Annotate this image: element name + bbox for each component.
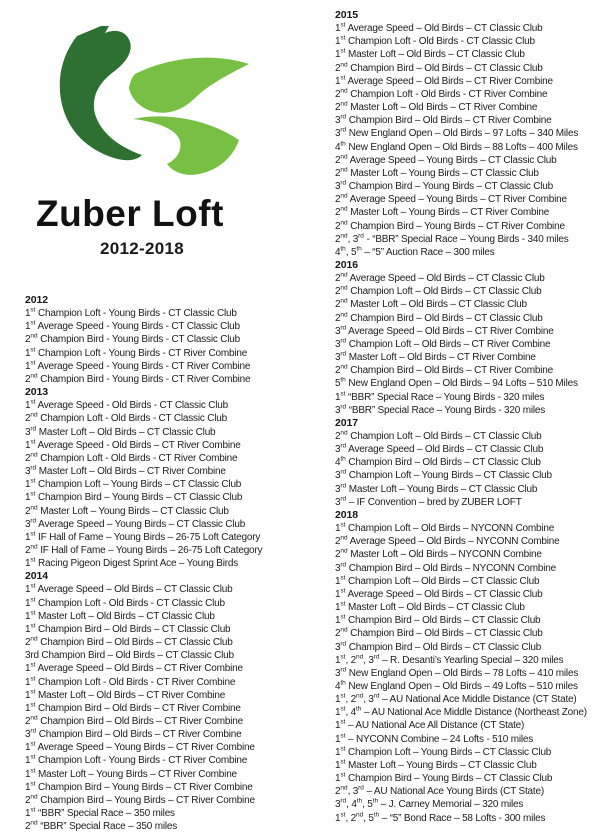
- award-entry: 2nd Master Loft – Old Birds – CT Classic Club: [335, 298, 527, 311]
- award-entry: 1st Master Loft – Young Birds – CT River Combine: [25, 767, 237, 780]
- bird-tail-shape: [133, 116, 239, 175]
- award-entry: 3rd Average Speed – Old Birds – CT Classic Club: [335, 442, 544, 456]
- award-entry: 3rd New England Open – Old Birds – 97 Lofts – 340 Miles: [335, 127, 579, 140]
- award-entry: 4th Champion Bird – Old Birds – CT Classic Club: [335, 455, 541, 469]
- award-entry: 1st – AU National Ace All Distance (CT State): [335, 719, 525, 732]
- award-entry: 2nd IF Hall of Fame – Young Birds – 26-75 Loft Category: [25, 543, 263, 556]
- award-entry: 1st, 2nd, 3rd – R. Desanti’s Yearling Special – 320 miles: [335, 653, 564, 666]
- year-heading-2012: 2012: [25, 294, 48, 306]
- award-entry: 3rd New England Open – Old Birds – 78 Lofts – 410 miles: [335, 666, 579, 679]
- award-entry: 3rd Champion Bird – Old Birds – CT Classic Club: [335, 640, 542, 653]
- award-entry: 1st Champion Loft - Old Birds - CT Classic Club: [335, 34, 535, 48]
- award-entry: 3rd Champion Bird – Young Birds – CT Classic Club: [335, 179, 553, 193]
- award-entry: 2nd Master Loft – Young Birds – CT Classic Club: [335, 166, 539, 179]
- award-entry: 2nd Champion Loft - Old Birds - CT Classic Club: [25, 412, 228, 425]
- award-entry: 1st IF Hall of Fame – Young Birds – 26-75 Loft Category: [25, 530, 261, 543]
- award-entry: 1st Average Speed – Old Birds – CT River Combine: [335, 74, 553, 87]
- award-entry: 2nd “BBR” Special Race – 350 miles: [25, 819, 178, 833]
- award-entry: 1st Racing Pigeon Digest Sprint Ace – Young Birds: [25, 556, 239, 570]
- award-entry: 3rd, 4th, 5th – J. Carney Memorial – 320 miles: [335, 798, 524, 811]
- award-entry: 1st Average Speed – Old Birds – CT Classic Club: [25, 583, 233, 596]
- award-entry: 3rd Master Loft – Young Birds – CT Classic Club: [335, 482, 538, 495]
- award-entry: 3rd Master Loft – Old Birds – CT River Combine: [25, 464, 226, 478]
- award-entry: 4th, 5th – “5” Auction Race – 300 miles: [335, 245, 495, 258]
- award-entry: 3rd Average Speed – Old Birds – CT River Combine: [335, 324, 554, 337]
- award-entry: 1st Average Speed – Young Birds – CT River Combine: [25, 740, 255, 754]
- award-entry: 1st Average Speed – Old Birds – CT Classic Club: [335, 21, 543, 35]
- award-entry: 1st Average Speed - Young Birds - CT River Combine: [25, 359, 251, 372]
- award-entry: 1st, 2nd, 3rd – AU National Ace Middle Distance (CT State): [335, 692, 577, 706]
- award-entry: 3rd – IF Convention – bred by ZUBER LOFT: [335, 495, 522, 508]
- award-entry: 1st Champion Loft – Young Birds – CT Classic Club: [25, 477, 242, 491]
- award-entry: 1st Champion Loft – Young Birds – CT Classic Club: [335, 745, 552, 758]
- award-entry: 2nd, 3rd - “BBR” Special Race – Young Birds - 340 miles: [335, 232, 569, 245]
- award-entry: 2nd, 3rd – AU National Ace Young Birds (CT State): [335, 784, 544, 798]
- award-entry: 1st Master Loft – Old Birds – CT Classic Club: [25, 609, 215, 622]
- awards-column-right: [335, 9, 598, 825]
- award-entry: 1st “BBR” Special Race – Young Birds - 320 miles: [335, 390, 545, 403]
- year-heading-2014: 2014: [25, 570, 48, 583]
- award-entry: 1st Champion Bird – Young Birds – CT River Combine: [25, 780, 253, 793]
- award-entry: 2nd Champion Loft - Old Birds - CT River Combine: [335, 87, 548, 100]
- award-entry: 1st Master Loft – Old Birds – CT Classic Club: [335, 48, 525, 61]
- award-entry: 1st Champion Loft - Old Birds - CT River Combine: [25, 675, 236, 688]
- bird-logo-icon: [42, 24, 254, 192]
- loft-years-subtitle: 2012-2018: [100, 238, 184, 258]
- award-entry: 1st Average Speed – Old Birds – CT Classic Club: [335, 587, 543, 600]
- loft-logo-block: [36, 24, 268, 259]
- award-entry: 2nd Master Loft – Young Birds – CT Classic Club: [25, 504, 229, 517]
- award-entry: 2nd Master Loft – Old Birds – NYCONN Combine: [335, 548, 542, 561]
- award-entry: 1st Champion Loft - Old Birds - CT Classic Club: [25, 596, 225, 609]
- award-entry: 1st, 4th – AU National Ace Middle Distance (Northeast Zone): [335, 705, 587, 719]
- award-entry: 2nd Average Speed – Old Birds – CT Classic Club: [335, 271, 545, 285]
- year-heading-2013: 2013: [25, 386, 48, 399]
- award-entry: 2nd Champion Loft - Old Birds - CT River Combine: [25, 451, 238, 464]
- award-entry: 2nd Average Speed – Young Birds – CT Classic Club: [335, 153, 557, 166]
- award-entry: 2nd Champion Bird – Young Birds – CT River Combine: [335, 219, 565, 232]
- award-entry: 2nd Champion Bird – Old Birds – CT Classic Club: [335, 61, 543, 74]
- award-entry: 3rd Master Loft – Old Birds – CT River Combine: [335, 350, 536, 364]
- award-entry: 1st Champion Bird – Old Birds – CT Classic Club: [25, 622, 231, 635]
- award-entry: 2nd Master Loft – Old Birds – CT River Combine: [335, 100, 538, 114]
- award-entry: 3rd Master Loft – Old Birds – CT Classic Club: [25, 425, 216, 438]
- award-entry: 3rd Champion Bird – Old Birds – CT River Combine: [25, 727, 242, 741]
- bird-top-wing-shape: [129, 58, 249, 113]
- award-entry: 1st Champion Loft - Young Birds - CT River Combine: [25, 346, 248, 359]
- award-entry: 3rd Champion Bird – Old Birds – CT River Combine: [335, 113, 552, 127]
- award-entry: 1st Average Speed - Young Birds - CT Classic Club: [25, 319, 240, 333]
- award-entry: 2nd Champion Bird – Young Birds – CT River Combine: [25, 793, 255, 806]
- award-entry: 2nd Champion Bird – Old Birds – CT River Combine: [335, 363, 553, 377]
- award-entry: 1st Master Loft – Young Birds – CT Classic Club: [335, 758, 537, 771]
- award-entry: 2nd Champion Bird - Young Birds - CT Classic Club: [25, 333, 240, 346]
- year-heading-2016: 2016: [335, 258, 358, 271]
- award-entry: 1st Champion Loft - Young Birds - CT River Combine: [25, 754, 248, 767]
- award-entry: 3rd Champion Loft – Young Birds – CT Classic Club: [335, 469, 552, 482]
- awards-column-left: [25, 294, 327, 833]
- year-heading-2015: 2015: [335, 9, 358, 21]
- year-heading-2018: 2018: [335, 508, 358, 521]
- award-entry: 1st Champion Bird – Young Birds – CT Classic Club: [335, 771, 553, 785]
- bird-head-shape: [60, 26, 142, 160]
- award-entry: 1st Master Loft – Old Birds – CT River Combine: [25, 688, 226, 701]
- award-entry: 1st Champion Loft – Old Birds – NYCONN Combine: [335, 521, 555, 535]
- award-entry: 1st Champion Bird – Old Birds – CT River Combine: [25, 701, 241, 714]
- award-entry: 3rd Champion Loft – Old Birds – CT River Combine: [335, 337, 551, 350]
- award-entry: 2nd Champion Bird - Young Birds - CT River Combine: [25, 372, 251, 385]
- award-entry: 1st Champion Bird – Young Birds – CT Classic Club: [25, 491, 243, 504]
- award-entry: 1st Champion Bird – Old Birds – CT Classic Club: [335, 613, 541, 627]
- award-entry: 4th New England Open – Old Birds – 49 Lofts – 510 miles: [335, 679, 578, 692]
- award-entry: 2nd Champion Loft – Old Birds – CT Classic Club: [335, 284, 542, 298]
- award-entry: 2nd Champion Bird – Old Birds – CT Classic Club: [25, 635, 233, 649]
- award-entry: 2nd Average Speed – Young Birds – CT River Combine: [335, 192, 567, 206]
- award-entry: 2nd Champion Loft – Old Birds – CT Classic Club: [335, 429, 542, 442]
- award-entry: 1st Champion Loft – Old Birds – CT Classic Club: [335, 574, 540, 587]
- award-entry: 3rd “BBR” Special Race – Young Birds - 320 miles: [335, 403, 546, 416]
- award-entry: 1st – NYCONN Combine – 24 Lofts - 510 miles: [335, 732, 534, 745]
- award-entry: 1st, 2nd, 5th – “5” Bond Race – 58 Lofts - 300 miles: [335, 811, 546, 824]
- award-entry: 2nd Champion Bird – Old Birds – CT Classic Club: [335, 627, 543, 640]
- award-entry: 1st Champion Loft - Young Birds - CT Classic Club: [25, 306, 237, 320]
- award-entry: 3rd Champion Bird – Old Birds – CT Classic Club: [25, 650, 234, 662]
- award-entry: 1st Average Speed - Old Birds – CT River Combine: [25, 438, 241, 451]
- award-entry: 3rd Champion Bird – Old Birds – NYCONN Combine: [335, 561, 556, 574]
- award-entry: 2nd Champion Bird – Old Birds – CT Classic Club: [335, 311, 543, 324]
- award-entry: 3rd Average Speed – Young Birds – CT Classic Club: [25, 517, 246, 530]
- award-entry: 1st Average Speed – Old Birds – CT River Combine: [25, 662, 243, 675]
- award-entry: 4th New England Open – Old Birds – 88 Lofts – 400 Miles: [335, 140, 578, 153]
- award-entry: 2nd Champion Bird – Old Birds – CT River Combine: [25, 714, 243, 727]
- loft-title: Zuber Loft: [36, 193, 224, 234]
- award-entry: 1st Master Loft – Old Birds – CT Classic Club: [335, 600, 525, 614]
- year-heading-2017: 2017: [335, 416, 358, 429]
- award-entry: 1st Average Speed - Old Birds - CT Classic Club: [25, 398, 229, 412]
- award-entry: 2nd Master Loft – Young Birds – CT River Combine: [335, 206, 550, 219]
- award-entry: 5th New England Open – Old Birds – 94 Lofts – 510 Miles: [335, 377, 578, 390]
- award-entry: 2nd Average Speed – Old Birds – NYCONN Combine: [335, 534, 560, 548]
- award-entry: 1st “BBR” Special Race – 350 miles: [25, 806, 175, 820]
